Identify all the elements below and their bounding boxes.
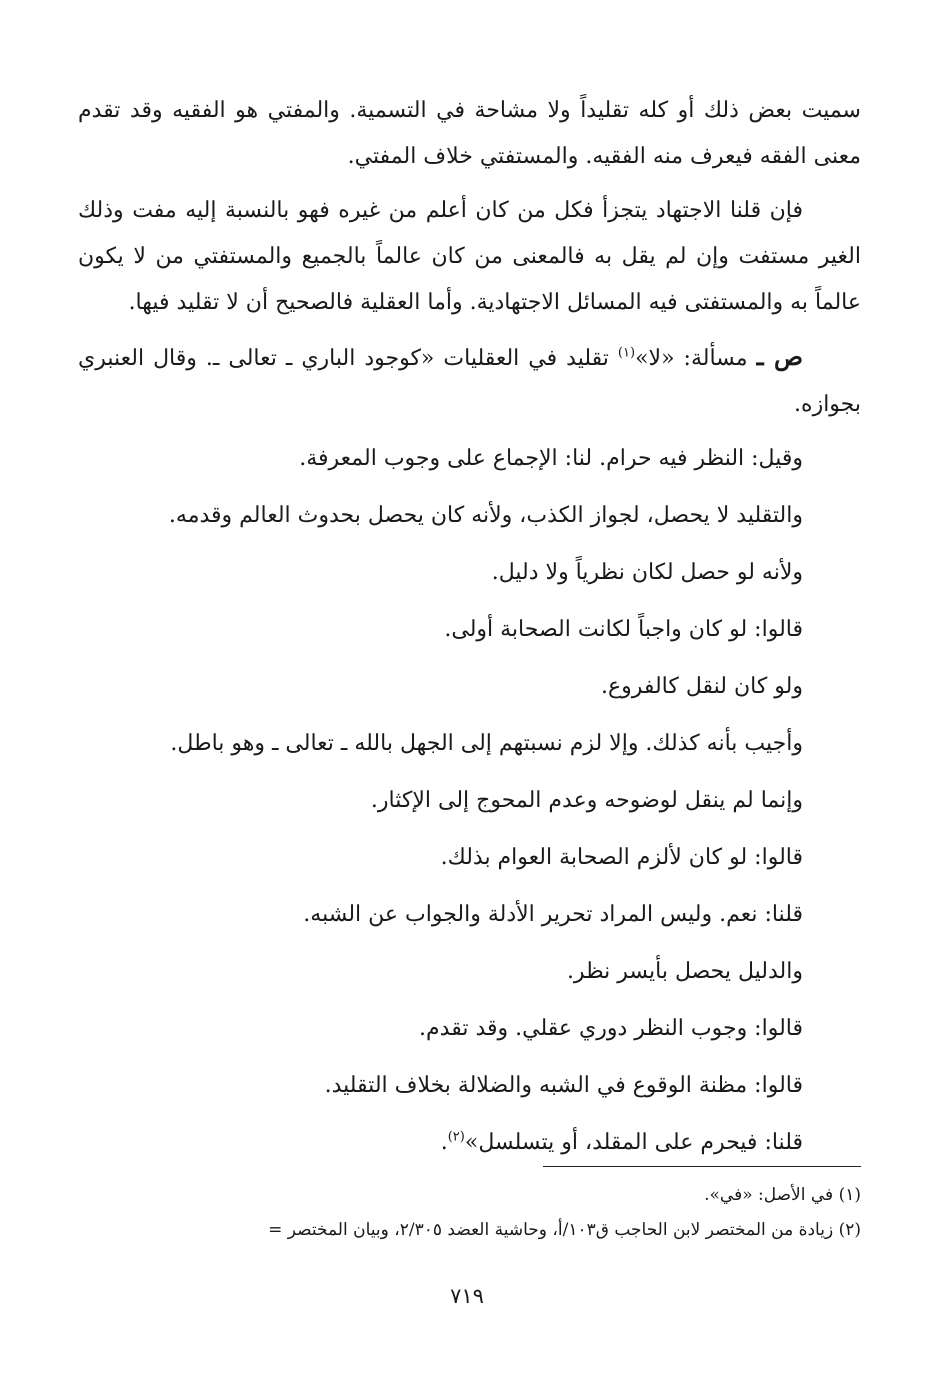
footnote-ref-2: (٢) — [447, 1129, 465, 1145]
text-line-11: قالوا: وجوب النظر دوري عقلي. وقد تقدم. — [419, 1016, 803, 1041]
footnote-1: (١) في الأصل: «في». — [704, 1185, 861, 1205]
footnotes — [78, 1178, 861, 1248]
page-number: ٧١٩ — [450, 1284, 484, 1308]
paragraph-2: فإن قلنا الاجتهاد يتجزأ فكل من كان أعلم من غيره فهو بالنسبة إليه مفت وذلك الغير مستفت وإن لم يقل به فالمعنى من كان عالماً بالجميع والمستفتي من لا يكون عالماً به والمستفتى فيه المسائل الاجتهادية. وأما العقلية فالصحيح أن لا تقليد فيها. — [78, 198, 861, 315]
text-line-10: والدليل يحصل بأيسر نظر. — [566, 959, 803, 984]
text-line-13 — [78, 1120, 861, 1166]
text-line-9: قلنا: نعم. وليس المراد تحرير الأدلة والجواب عن الشبه. — [303, 902, 803, 927]
footnote-divider — [543, 1166, 861, 1167]
masala-paragraph — [78, 334, 861, 428]
masala-lead: مسألة: «لا» — [635, 346, 748, 371]
last-line-end: . — [440, 1130, 448, 1155]
text-line-2: والتقليد لا يحصل، لجواز الكذب، ولأنه كان يحصل بحدوث العالم وقدمه. — [168, 503, 803, 528]
text-line-3: ولأنه لو حصل لكان نظرياً ولا دليل. — [491, 560, 803, 585]
text-line-8: قالوا: لو كان لألزم الصحابة العوام بذلك. — [440, 845, 803, 870]
last-line-text: قلنا: فيحرم على المقلد، أو يتسلسل» — [464, 1130, 803, 1155]
text-line-5: ولو كان لنقل كالفروع. — [600, 674, 803, 699]
text-line-12: قالوا: مظنة الوقوع في الشبه والضلالة بخلاف التقليد. — [324, 1073, 803, 1098]
text-line-6: وأجيب بأنه كذلك. وإلا لزم نسبتهم إلى الجهل بالله ـ تعالى ـ وهو باطل. — [170, 731, 803, 756]
footnote-2: (٢) زيادة من المختصر لابن الحاجب ق١٠٣/أ، وحاشية العضد ٢/٣٠٥، وبيان المختصر = — [268, 1220, 861, 1240]
text-line-7: وإنما لم ينقل لوضوحه وعدم المحوج إلى الإكثار. — [370, 788, 803, 813]
text-line-1: وقيل: النظر فيه حرام. لنا: الإجماع على وجوب المعرفة. — [299, 446, 803, 471]
sad-marker: ص ـ — [756, 342, 804, 371]
paragraph-1: سميت بعض ذلك أو كله تقليداً ولا مشاحة في التسمية. والمفتي هو الفقيه وقد تقدم معنى الفقه فيعرف منه الفقيه. والمستفتي خلاف المفتي. — [78, 98, 861, 169]
masala-rest: تقليد في العقليات «كوجود الباري ـ تعالى ـ. وقال العنبري بجوازه. — [78, 346, 861, 417]
text-line-4: قالوا: لو كان واجباً لكانت الصحابة أولى. — [444, 617, 803, 642]
main-text — [78, 88, 861, 1177]
footnote-ref-1: (١) — [617, 345, 636, 361]
